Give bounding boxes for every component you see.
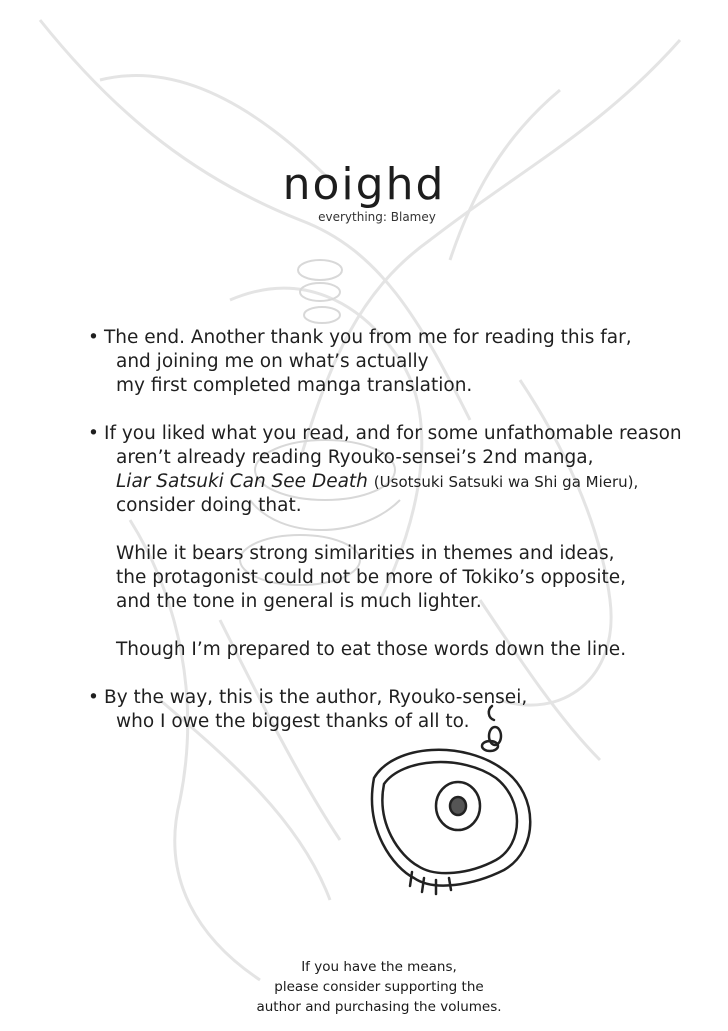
footer-line: If you have the means, — [301, 959, 457, 975]
bullet-marker: • — [88, 327, 99, 348]
footer-line: author and purchasing the volumes. — [256, 999, 502, 1015]
footer-line: please consider supporting the — [274, 979, 484, 995]
note-1 — [88, 326, 708, 398]
bullet-marker: • — [88, 423, 99, 444]
support-message — [0, 957, 728, 1017]
credits-block — [0, 160, 728, 224]
note-line: and the tone in general is much lighter. — [116, 591, 482, 612]
note-line — [104, 470, 708, 494]
note-line: consider doing that. — [116, 495, 302, 516]
credits-subtitle: everything: Blamey — [318, 210, 436, 224]
eye-keychain-illustration — [354, 700, 554, 900]
note-line: Though I’m prepared to eat those words down the line. — [116, 639, 627, 660]
note-line: If you liked what you read, and for some unfathomable reason — [104, 423, 682, 444]
credits-title: noighd — [282, 159, 446, 210]
note-line: The end. Another thank you from me for reading this far, — [104, 327, 632, 348]
manga-alt-title: (Usotsuki Satsuki wa Shi ga Mieru), — [373, 473, 639, 491]
note-line: and joining me on what’s actually — [116, 351, 429, 372]
manga-title: Liar Satsuki Can See Death — [116, 471, 368, 492]
translator-notes — [88, 326, 708, 758]
note-2 — [88, 422, 708, 662]
bullet-marker: • — [88, 687, 99, 708]
note-line: While it bears strong similarities in themes and ideas, — [116, 543, 615, 564]
note-line: aren’t already reading Ryouko-sensei’s 2nd manga, — [116, 447, 594, 468]
note-line: the protagonist could not be more of Tokiko’s opposite, — [116, 567, 626, 588]
note-line: By the way, this is the author, Ryouko-sensei, — [104, 687, 528, 708]
note-line: my first completed manga translation. — [116, 375, 473, 396]
note-line: who I owe the biggest thanks of all to. — [116, 711, 470, 732]
